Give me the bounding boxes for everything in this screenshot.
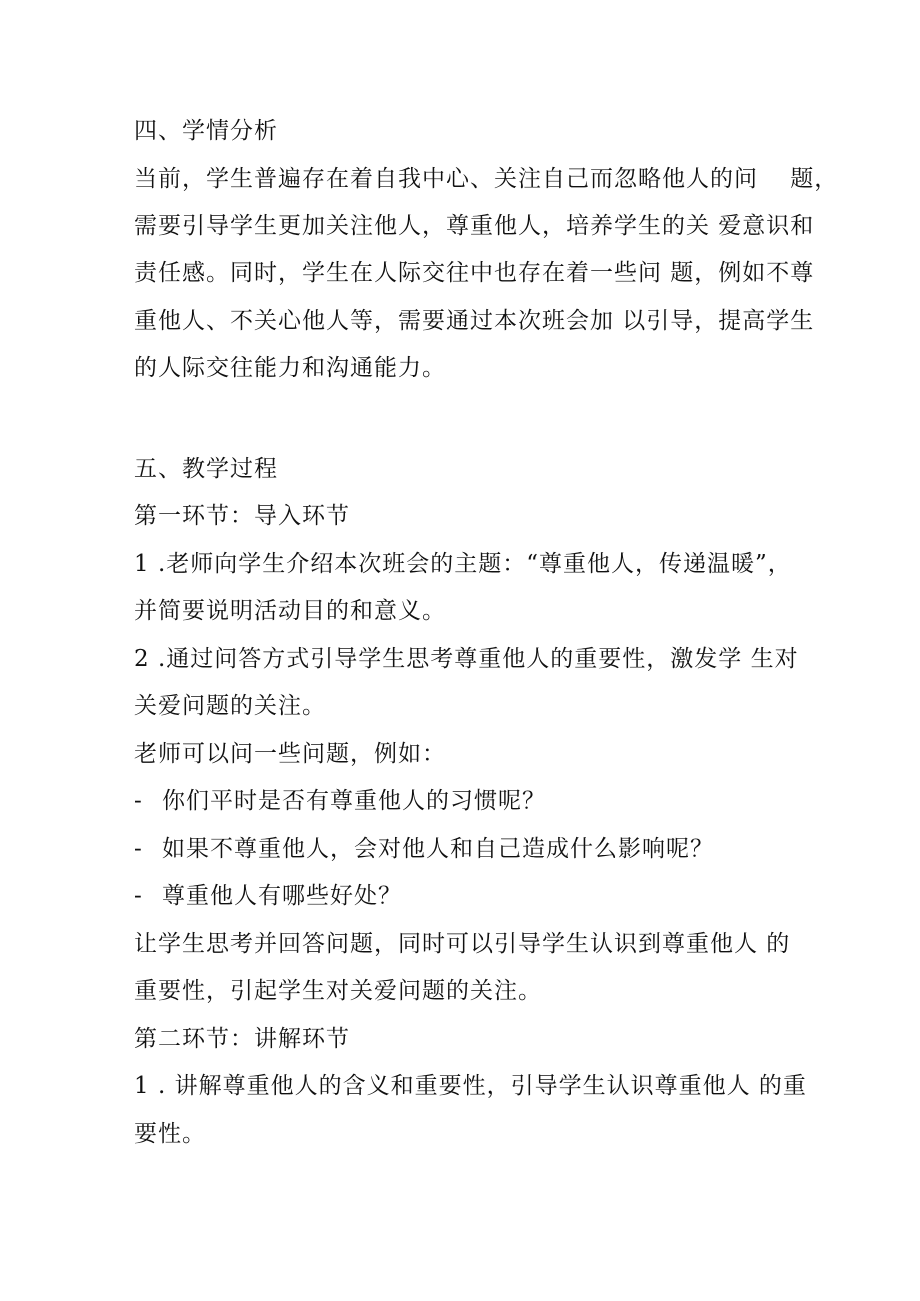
summary-line: 让学生思考并回答问题，同时可以引导学生认识到尊重他人 的 [134, 931, 791, 957]
paragraph-line: 责任感。同时，学生在人际交往中也存在着一些问 题，例如不尊 [134, 260, 815, 286]
summary-line: 重要性，引起学生对关爱问题的关注。 [134, 978, 542, 1004]
question-item [134, 881, 402, 911]
step-1-item-2-line: 2 .通过问答方式引导学生思考尊重他人的重要性，激发学 生对 [134, 646, 799, 672]
step-2-item-1-line: 1 . 讲解尊重他人的含义和重要性，引导学生认识尊重他人 的重 [134, 1073, 807, 1099]
list-dash: - [134, 883, 143, 909]
step-2-title: 第二环节：讲解环节 [134, 1026, 350, 1052]
step-2-item-1-line: 要性。 [134, 1121, 206, 1147]
paragraph-line: 当前，学生普遍存在着自我中心、关注自己而忽略他人的问 题， [134, 166, 839, 192]
paragraph-line: 的人际交往能力和沟通能力。 [134, 355, 446, 381]
section-5-heading: 五、教学过程 [134, 456, 278, 482]
step-1-title: 第一环节：导入环节 [134, 503, 350, 529]
question-item [134, 786, 546, 816]
question-item [134, 834, 714, 864]
list-dash: - [134, 788, 143, 814]
list-dash: - [134, 836, 143, 862]
paragraph-line: 需要引导学生更加关注他人，尊重他人，培养学生的关 爱意识和 [134, 213, 815, 239]
step-1-item-1-line: 并简要说明活动目的和意义。 [134, 598, 446, 624]
paragraph-line: 重他人、不关心他人等，需要通过本次班会加 以引导，提高学生 [134, 308, 815, 334]
question-text: 尊重他人有哪些好处？ [162, 883, 402, 909]
step-1-item-1-line: 1 .老师向学生介绍本次班会的主题：“尊重他人，传递温暖”， [134, 551, 792, 577]
step-1-item-2-line: 关爱问题的关注。 [134, 693, 326, 719]
question-text: 你们平时是否有尊重他人的习惯呢？ [162, 788, 546, 814]
questions-intro: 老师可以问一些问题，例如： [134, 741, 446, 767]
question-text: 如果不尊重他人，会对他人和自己造成什么影响呢？ [162, 836, 714, 862]
section-4-heading: 四、学情分析 [134, 118, 278, 144]
